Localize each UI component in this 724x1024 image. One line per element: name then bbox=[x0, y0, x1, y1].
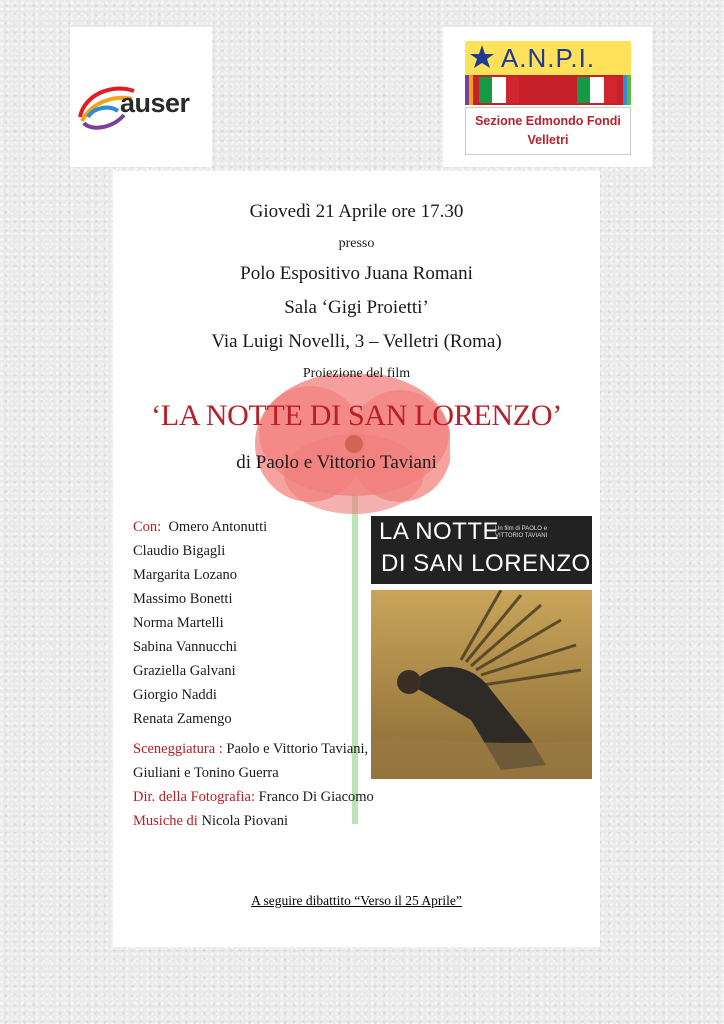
cast-name: Margarita Lozano bbox=[133, 567, 238, 583]
anpi-banner bbox=[465, 41, 631, 105]
screenplay-value-continued: Giuliani e Tonino Guerra bbox=[133, 765, 279, 781]
cover-credit: Un film di PAOLO e VITTORIO TAVIANI bbox=[495, 526, 548, 539]
photography-value: Franco Di Giacomo bbox=[258, 789, 374, 805]
cast-line-0 bbox=[133, 519, 267, 536]
anpi-section-line2: Velletri bbox=[527, 133, 569, 147]
screenplay-value: Paolo e Vittorio Taviani, bbox=[226, 741, 369, 757]
music-value: Nicola Piovani bbox=[201, 813, 289, 829]
cast-name: Massimo Bonetti bbox=[133, 591, 233, 607]
film-directors: di Paolo e Vittorio Taviani bbox=[236, 452, 437, 473]
cast-name: Omero Antonutti bbox=[168, 519, 268, 535]
cover-title-band bbox=[371, 516, 592, 584]
cover-title-line2: DI SAN LORENZO bbox=[381, 550, 591, 577]
screenplay-line bbox=[133, 741, 368, 758]
cast-name: Renata Zamengo bbox=[133, 711, 232, 727]
music-label: Musiche di bbox=[133, 813, 198, 829]
auser-logo bbox=[70, 27, 212, 167]
event-date: Giovedì 21 Aprile ore 17.30 bbox=[249, 201, 464, 222]
anpi-section-label bbox=[465, 107, 631, 155]
auser-wordmark: auser bbox=[120, 88, 190, 118]
cover-photo-icon bbox=[371, 590, 592, 779]
cover-title-line1: LA NOTTE bbox=[379, 518, 500, 545]
cast-name: Claudio Bigagli bbox=[133, 543, 226, 559]
photography-label: Dir. della Fotografia: bbox=[133, 789, 256, 805]
anpi-title: A.N.P.I. bbox=[500, 43, 596, 73]
music-line bbox=[133, 813, 288, 830]
cast-name: Norma Martelli bbox=[133, 615, 224, 631]
cast-label: Con: bbox=[133, 519, 162, 535]
poster-sheet bbox=[113, 171, 600, 947]
photography-line bbox=[133, 789, 374, 806]
event-venue: Polo Espositivo Juana Romani bbox=[240, 263, 473, 284]
film-title: ‘LA NOTTE DI SAN LORENZO’ bbox=[151, 399, 562, 432]
event-presso: presso bbox=[338, 236, 375, 251]
cast-name: Sabina Vannucchi bbox=[133, 639, 238, 655]
event-projection: Proiezione del film bbox=[302, 366, 411, 381]
cast-name: Giorgio Naddi bbox=[133, 687, 217, 703]
cast-name: Graziella Galvani bbox=[133, 663, 236, 679]
anpi-section-line1: Sezione Edmondo Fondi bbox=[475, 114, 621, 128]
event-hall: Sala ‘Gigi Proietti’ bbox=[284, 297, 429, 318]
screenplay-label: Sceneggiatura : bbox=[133, 741, 223, 757]
film-cover-image bbox=[371, 516, 592, 779]
event-address: Via Luigi Novelli, 3 – Velletri (Roma) bbox=[211, 331, 502, 352]
anpi-logo bbox=[443, 27, 652, 167]
footer-debate: A seguire dibattito “Verso il 25 Aprile” bbox=[251, 893, 462, 908]
